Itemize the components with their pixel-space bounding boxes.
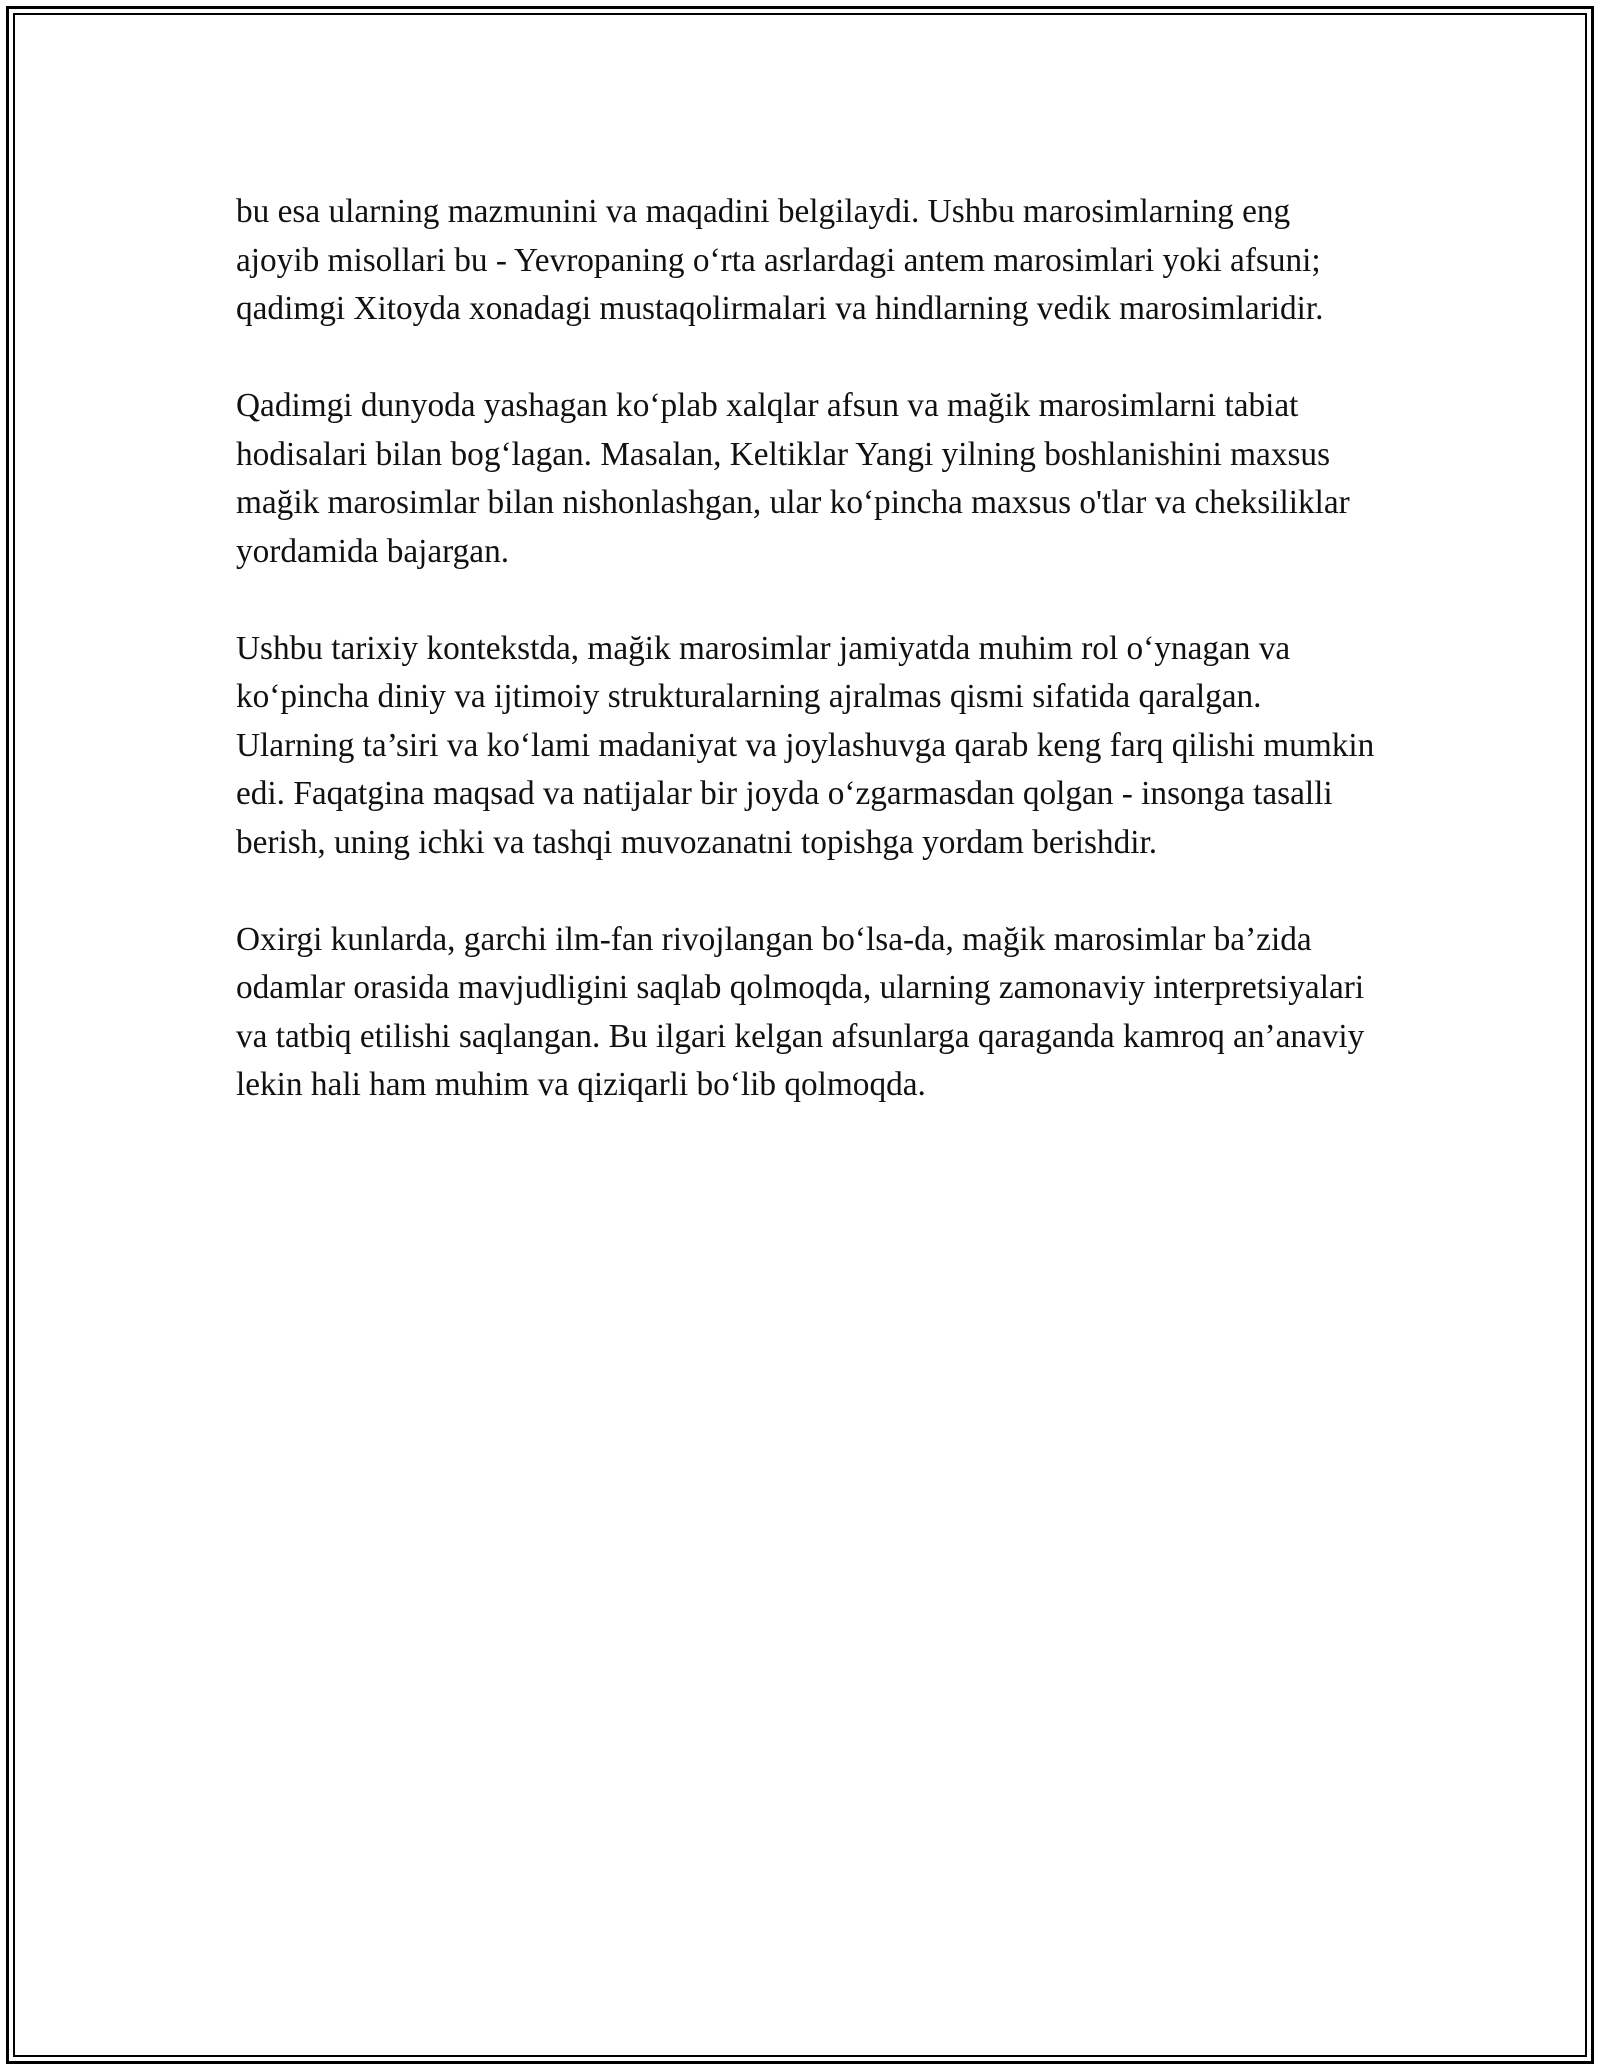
paragraph-4: Oxirgi kunlarda, garchi ilm-fan rivojlangan bo‘lsa-da, mağik marosimlar ba’zida odamlar orasida mavjudligini saqlab qolmoqda, ularning zamonaviy interpretsiyalari va tatbiq etilishi saqlangan. Bu ilgari kelgan afsunlarga qaraganda kamroq an’anaviy lekin hali ham muhim va qiziqarli bo‘lib qolmoqda. [236,920,1365,1103]
paragraph-3: Ushbu tarixiy kontekstda, mağik marosimlar jamiyatda muhim rol o‘ynagan va ko‘pincha diniy va ijtimoiy strukturalarning ajralmas qismi sifatida qaralgan. Ularning ta’siri va ko‘lami madaniyat va joylashuvga qarab keng farq qilishi mumkin edi. Faqatgina maqsad va natijalar bir joyda o‘zgarmasdan qolgan - insonga tasalli berish, uning ichki va tashqi muvozanatni topishga yordam berishdir. [236,629,1375,861]
document-body [236,188,1376,1110]
paragraph-1: bu esa ularning mazmunini va maqadini belgilaydi. Ushbu marosimlarning eng ajoyib misollari bu - Yevropaning o‘rta asrlardagi antem marosimlari yoki afsuni; qadimgi Xitoyda xonadagi mustaqolirmalari va hindlarning vedik marosimlaridir. [236,193,1324,327]
paragraph-2: Qadimgi dunyoda yashagan ko‘plab xalqlar afsun va mağik marosimlarni tabiat hodisalari bilan bog‘lagan. Masalan, Keltiklar Yangi yilning boshlanishini maxsus mağik marosimlar bilan nishonlashgan, ular ko‘pincha maxsus o'tlar va cheksiliklar yordamida bajargan. [236,387,1350,570]
